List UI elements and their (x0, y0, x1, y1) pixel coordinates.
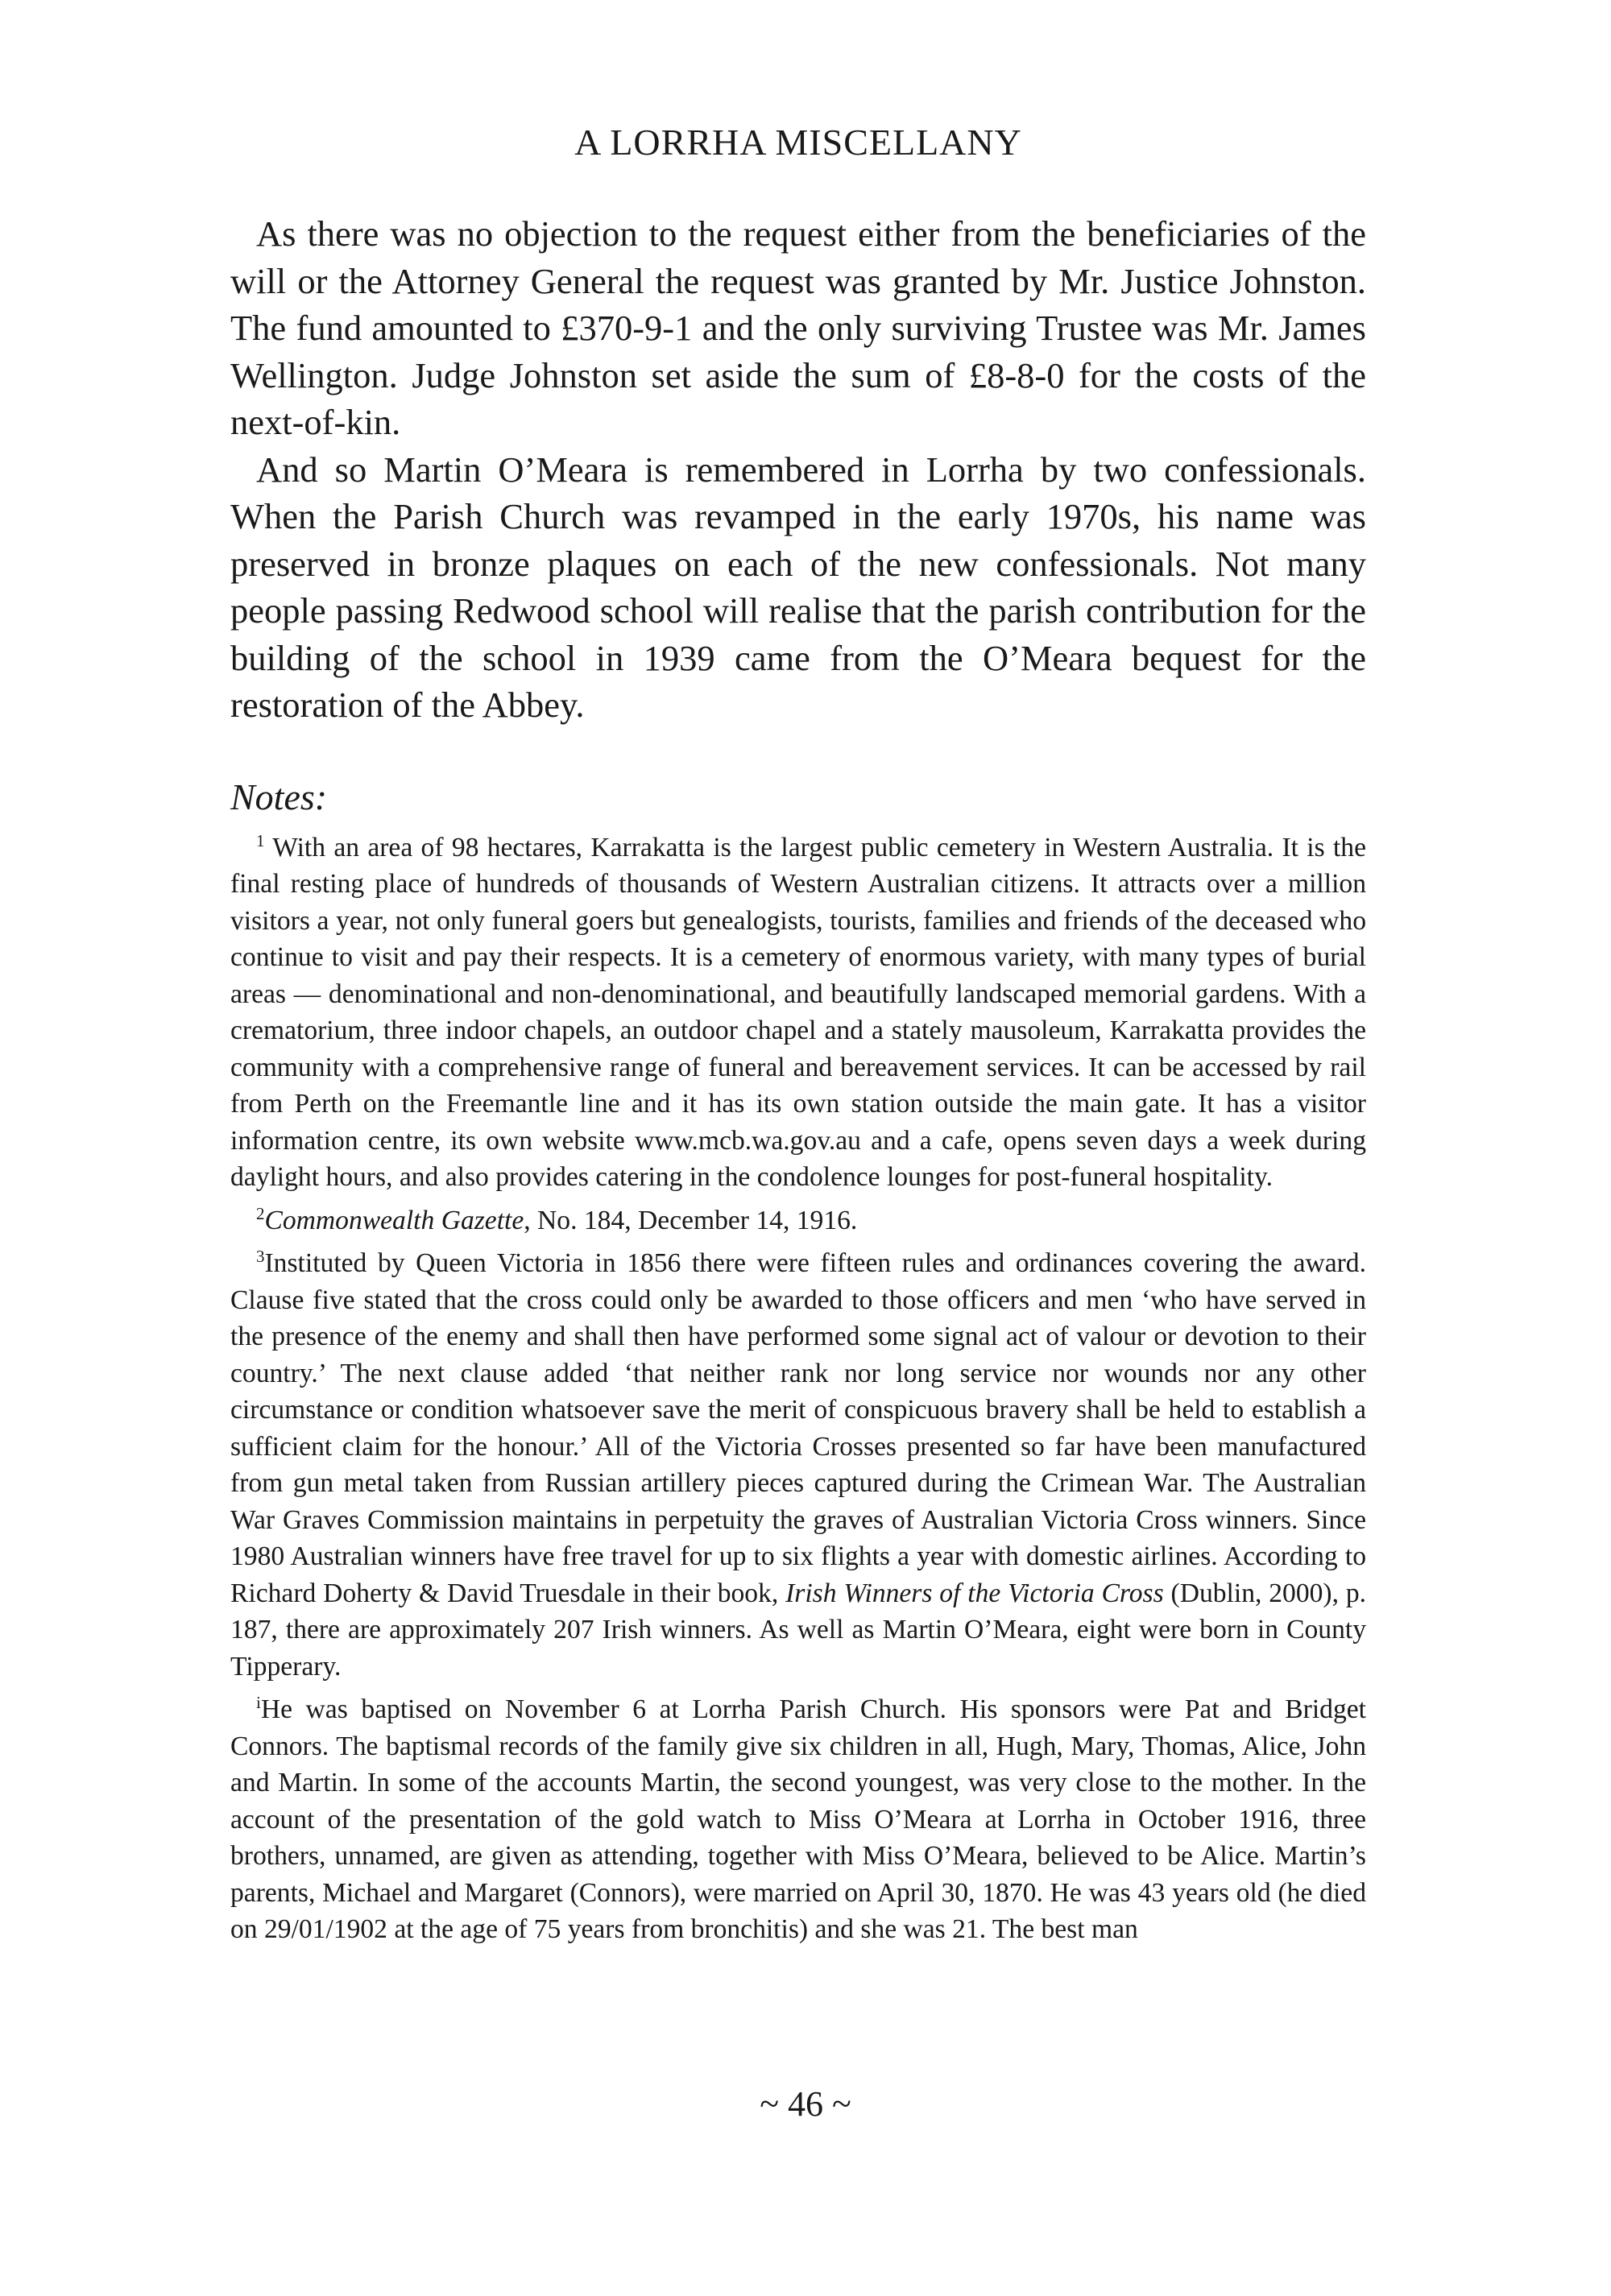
footnote-marker: i (256, 1693, 261, 1712)
footnote-text: Instituted by Queen Victoria in 1856 there were fifteen rules and ordinances covering the award. Clause five stated that the cross could only be awarded to those officers and men ‘who have served in the presence of the enemy and shall then have performed some signal act of valour or devotion to their country.’ The next clause added ‘that neither rank nor long service nor wounds nor any other circumstance or condition whatsoever save the merit of conspicuous bravery shall be held to establish a sufficient claim for the honour.’ All of the Victoria Crosses presented so far have been manufactured from gun metal taken from Russian artillery pieces captured during the Crimean War. The Australian War Graves Commission maintains in perpetuity the graves of Australian Victoria Cross winners. Since 1980 Australian winners have free travel for up to six flights a year with domestic airlines. According to Richard Doherty & David Truesdale in their book, (230, 1248, 1366, 1608)
running-head: A LORRHA MISCELLANY (574, 122, 1022, 163)
footnote-text: (Dublin, 2000), p. 187, there are approximately 207 Irish winners. As well as Martin O’Meara, eight were born in County Tipperary. (230, 1578, 1367, 1682)
footnote-marker: 1 (256, 830, 265, 850)
footnote-marker: 2 (256, 1203, 265, 1223)
footnote-title: Irish Winners of the Victoria Cross (785, 1578, 1164, 1608)
footnote-i (230, 1691, 1366, 1948)
footnote-1 (230, 829, 1366, 1196)
footnote-title: Commonwealth Gazette (264, 1205, 524, 1235)
footnote-marker: 3 (256, 1247, 265, 1266)
page-content (230, 121, 1366, 1955)
footnote-text: With an area of 98 hectares, Karrakatta is the largest public cemetery in Western Australia. It is the final resting place of hundreds of thousands of Western Australian citizens. It attracts over a million visitors a year, not only funeral goers but genealogists, tourists, families and friends of the deceased who continue to visit and pay their respects. It is a cemetery of enormous variety, with many types of burial areas — denominational and non-denominational, and beautifully landscaped memorial gardens. With a crematorium, three indoor chapels, an outdoor chapel and a stately mausoleum, Karrakatta provides the community with a comprehensive range of funeral and bereavement services. It can be accessed by rail from Perth on the Freemantle line and it has its own station outside the main gate. It has a visitor information centre, its own website www.mcb.wa.gov.au and a cafe, opens seven days a week during daylight hours, and also provides catering in the condolence lounges for post-funeral hospitality. (230, 832, 1367, 1192)
body-text (230, 210, 1366, 729)
notes-heading: Notes: (230, 776, 328, 817)
notes-section (230, 829, 1366, 1948)
page-number: ~ 46 ~ (760, 2084, 851, 2124)
body-paragraph: And so Martin O’Meara is remembered in Lorrha by two confessionals. When the Parish Church was revamped in the early 1970s, his name was preserved in bronze plaques on each of the new confessionals. Not many people passing Redwood school will realise that the parish contribution for the building of the school in 1939 came from the O’Meara bequest for the restoration of the Abbey. (230, 449, 1366, 725)
footnote-3 (230, 1245, 1366, 1685)
footnote-text: , No. 184, December 14, 1916. (524, 1205, 858, 1235)
footnote-2 (230, 1202, 1366, 1239)
footnote-text: He was baptised on November 6 at Lorrha Parish Church. His sponsors were Pat and Bridget Connors. The baptismal records of the family give six children in all, Hugh, Mary, Thomas, Alice, John and Martin. In some of the accounts Martin, the second youngest, was very close to the mother. In the account of the presentation of the gold watch to Miss O’Meara at Lorrha in October 1916, three brothers, unnamed, are given as attending, together with Miss O’Meara, believed to be Alice. Martin’s parents, Michael and Margaret (Connors), were married on April 30, 1870. He was 43 years old (he died on 29/01/1902 at the age of 75 years from bronchitis) and she was 21. The best man (230, 1694, 1366, 1944)
body-paragraph: As there was no objection to the request either from the beneficiaries of the will or the Attorney General the request was granted by Mr. Justice Johnston. The fund amounted to £370-9-1 and the only surviving Trustee was Mr. James Wellington. Judge Johnston set aside the sum of £8-8-0 for the costs of the next-of-kin. (230, 213, 1366, 442)
